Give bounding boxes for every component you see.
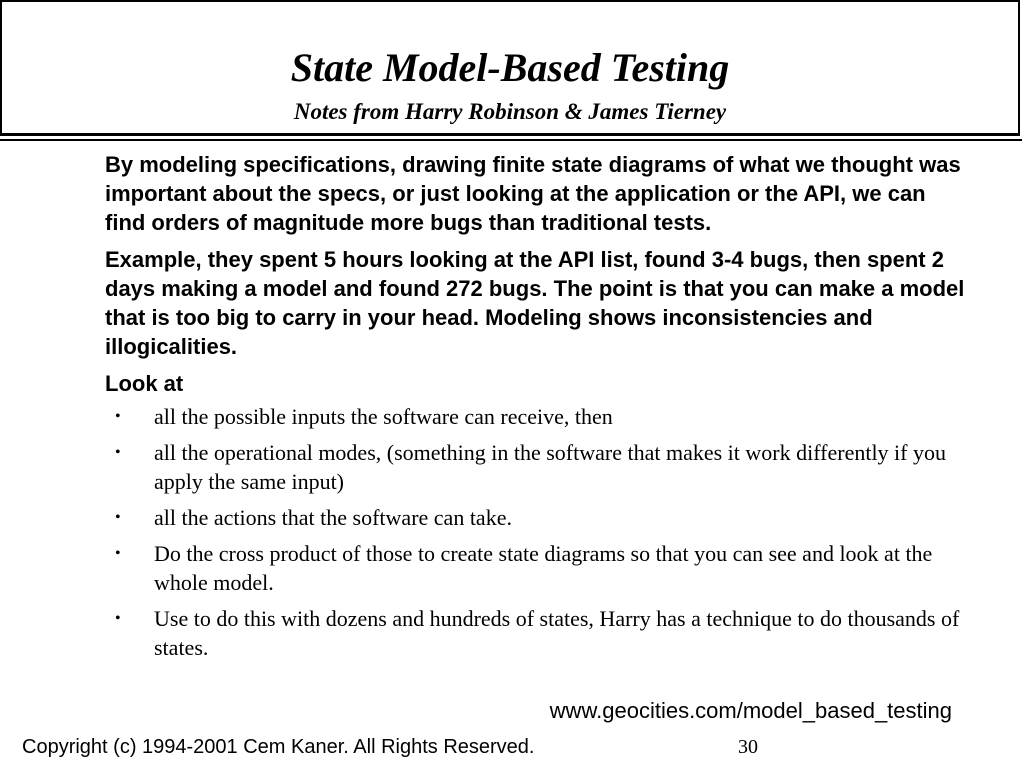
bullet-icon: • (115, 545, 121, 562)
list-item-text: all the actions that the software can take. (154, 505, 512, 530)
list-item-text: all the possible inputs the software can receive, then (154, 404, 613, 429)
list-item-text: all the operational modes, (something in the software that makes it work differently if you apply the same input) (154, 440, 946, 494)
bullet-icon: • (115, 444, 121, 461)
copyright-notice: Copyright (c) 1994-2001 Cem Kaner. All Rights Reserved. (22, 736, 535, 758)
title-divider (0, 139, 1022, 141)
list-item (105, 402, 965, 431)
list-item-text: Do the cross product of those to create state diagrams so that you can see and look at the whole model. (154, 541, 933, 595)
title-box (0, 0, 1020, 136)
bullet-list (105, 402, 965, 662)
bullet-icon: • (115, 610, 121, 627)
reference-url: www.geocities.com/model_based_testing (549, 698, 952, 723)
page-number: 30 (738, 736, 758, 758)
bullet-icon: • (115, 509, 121, 526)
list-item (105, 539, 965, 597)
slide-content (105, 150, 965, 669)
list-item-text: Use to do this with dozens and hundreds of states, Harry has a technique to do thousands of states. (154, 606, 960, 660)
slide-subtitle: Notes from Harry Robinson & James Tierney (293, 99, 727, 124)
look-at-heading: Look at (105, 371, 184, 396)
list-item (105, 438, 965, 496)
example-paragraph: Example, they spent 5 hours looking at the API list, found 3-4 bugs, then spent 2 days making a model and found 272 bugs. The point is that you can make a model that is too big to carry in your head. Modeling shows inconsistencies and illogicalities. (105, 247, 965, 359)
list-item (105, 503, 965, 532)
bullet-icon: • (115, 408, 121, 425)
slide-title: State Model-Based Testing (290, 45, 730, 90)
intro-paragraph: By modeling specifications, drawing finite state diagrams of what we thought was important about the specs, or just looking at the application or the API, we can find orders of magnitude more bugs than traditional tests. (105, 152, 961, 235)
list-item (105, 604, 965, 662)
